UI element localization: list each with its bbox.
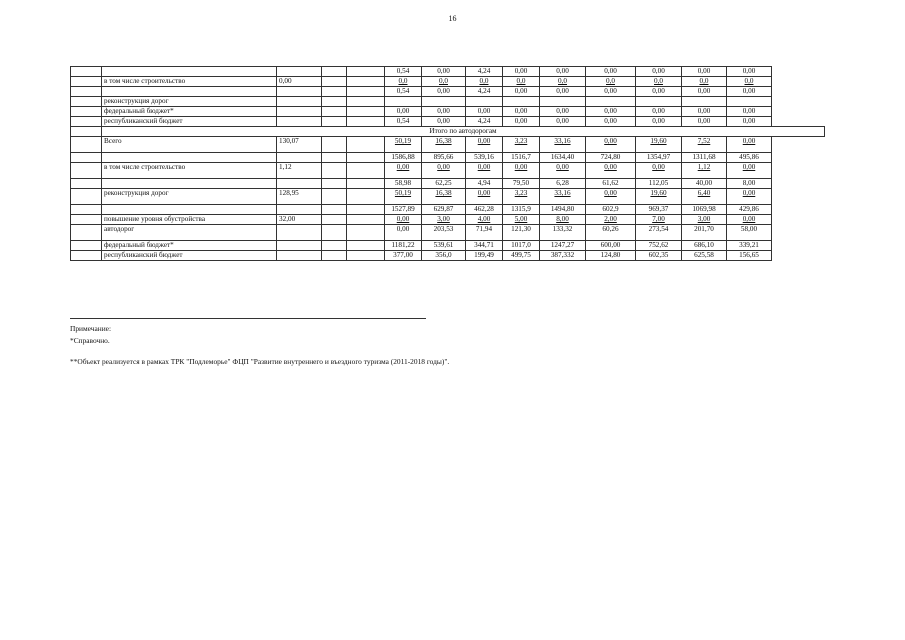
value-cell: 6,28 — [540, 179, 586, 189]
table-row-section — [71, 127, 825, 137]
value-cell: 462,28 — [466, 205, 503, 215]
row-label: реконструкция дорог — [102, 97, 277, 107]
notes-project: **Объект реализуется в рамках ТРК "Подлеморье" ФЦП "Развитие внутреннего и въездного туризма (2011-2018 годы)". — [70, 357, 450, 366]
value-cell: 6,40 — [682, 189, 727, 205]
value-cell: 0,00 — [636, 107, 682, 117]
value-cell: 0,00 — [466, 137, 503, 153]
value-cell — [422, 97, 466, 107]
value-cell: 0,00 — [727, 189, 772, 205]
cell-blank — [71, 215, 102, 225]
value-cell: 429,86 — [727, 205, 772, 215]
cell-blank — [71, 107, 102, 117]
value-cell: 156,65 — [727, 251, 772, 261]
value-cell: 1311,68 — [682, 153, 727, 163]
row-total — [277, 87, 322, 97]
value-cell: 7,52 — [682, 137, 727, 153]
value-cell: 1069,98 — [682, 205, 727, 215]
cell-blank — [71, 127, 102, 137]
value-cell: 0,00 — [586, 107, 636, 117]
cell-blank — [71, 153, 102, 163]
cell-blank — [322, 87, 347, 97]
table-row-republic-1 — [71, 117, 825, 127]
row-label: автодорог — [102, 225, 277, 241]
value-cell: 1,12 — [682, 163, 727, 179]
value-cell: 3,00 — [682, 215, 727, 225]
table-body — [71, 67, 825, 261]
value-cell: 0,00 — [682, 67, 727, 77]
cell-blank — [347, 205, 385, 215]
value-cell: 0,00 — [385, 215, 422, 225]
value-cell: 1494,80 — [540, 205, 586, 215]
value-cell: 0,00 — [586, 87, 636, 97]
value-cell: 33,16 — [540, 137, 586, 153]
table-row-reconstruction-1 — [71, 97, 825, 107]
value-cell: 0,0 — [727, 77, 772, 87]
row-total — [277, 205, 322, 215]
cell-blank — [71, 67, 102, 77]
cell-blank — [71, 241, 102, 251]
value-cell: 0,0 — [466, 77, 503, 87]
value-cell: 0,00 — [727, 215, 772, 225]
value-cell — [540, 97, 586, 107]
value-cell: 1315,9 — [503, 205, 540, 215]
cell-blank — [347, 97, 385, 107]
value-cell: 602,35 — [636, 251, 682, 261]
value-cell: 1017,0 — [503, 241, 540, 251]
value-cell: 121,30 — [503, 225, 540, 241]
value-cell: 0,00 — [422, 117, 466, 127]
cell-blank — [322, 77, 347, 87]
value-cell: 377,00 — [385, 251, 422, 261]
row-total: 1,12 — [277, 163, 322, 179]
cell-blank — [347, 179, 385, 189]
value-cell: 0,00 — [385, 225, 422, 241]
value-cell: 16,38 — [422, 189, 466, 205]
cell-blank — [322, 179, 347, 189]
value-cell: 0,0 — [422, 77, 466, 87]
cell-blank — [347, 77, 385, 87]
row-label: Всего — [102, 137, 277, 153]
row-label: в том числе строительство — [102, 77, 277, 87]
value-cell: 19,60 — [636, 189, 682, 205]
value-cell: 0,00 — [540, 87, 586, 97]
row-label — [102, 179, 277, 189]
table-row-republic-2 — [71, 251, 825, 261]
value-cell: 112,05 — [636, 179, 682, 189]
value-cell: 4,24 — [466, 67, 503, 77]
value-cell: 0,00 — [636, 117, 682, 127]
value-cell: 133,32 — [540, 225, 586, 241]
value-cell: 0,00 — [727, 117, 772, 127]
value-cell: 19,60 — [636, 137, 682, 153]
table-row-improve-b — [71, 225, 825, 241]
value-cell: 0,00 — [503, 117, 540, 127]
cell-blank — [71, 77, 102, 87]
cell-blank — [347, 215, 385, 225]
cell-blank — [322, 153, 347, 163]
value-cell: 71,94 — [466, 225, 503, 241]
cell-blank — [322, 205, 347, 215]
row-label: реконструкция дорог — [102, 189, 277, 205]
value-cell — [727, 97, 772, 107]
cell-blank — [347, 225, 385, 241]
value-cell: 1247,27 — [540, 241, 586, 251]
value-cell: 0,00 — [586, 117, 636, 127]
value-cell: 0,00 — [636, 87, 682, 97]
row-label — [102, 205, 277, 215]
row-label: республиканский бюджет — [102, 251, 277, 261]
value-cell: 203,53 — [422, 225, 466, 241]
cell-blank — [347, 87, 385, 97]
row-total — [277, 153, 322, 163]
value-cell: 0,00 — [682, 117, 727, 127]
cell-blank — [71, 189, 102, 205]
value-cell: 0,0 — [682, 77, 727, 87]
value-cell: 0,00 — [466, 163, 503, 179]
value-cell: 539,16 — [466, 153, 503, 163]
value-cell: 895,66 — [422, 153, 466, 163]
value-cell — [586, 97, 636, 107]
cell-blank — [347, 117, 385, 127]
notes — [70, 318, 449, 368]
cell-blank — [347, 67, 385, 77]
value-cell: 2,00 — [586, 215, 636, 225]
row-label: федеральный бюджет* — [102, 241, 277, 251]
cell-blank — [322, 251, 347, 261]
table-row-reconstruction-2b — [71, 205, 825, 215]
table-row-all-b — [71, 153, 825, 163]
value-cell: 0,0 — [385, 77, 422, 87]
value-cell: 0,54 — [385, 67, 422, 77]
value-cell: 58,98 — [385, 179, 422, 189]
value-cell: 4,24 — [466, 87, 503, 97]
cell-blank — [71, 117, 102, 127]
value-cell: 0,00 — [422, 67, 466, 77]
value-cell: 969,37 — [636, 205, 682, 215]
value-cell: 0,00 — [503, 67, 540, 77]
row-total: 130,07 — [277, 137, 322, 153]
notes-title: Примечание: — [70, 324, 112, 333]
value-cell: 1354,97 — [636, 153, 682, 163]
table-row-all — [71, 137, 825, 153]
value-cell: 50,19 — [385, 137, 422, 153]
row-total — [277, 251, 322, 261]
value-cell: 629,87 — [422, 205, 466, 215]
cell-blank — [322, 107, 347, 117]
value-cell: 0,00 — [586, 137, 636, 153]
value-cell: 50,19 — [385, 189, 422, 205]
row-label: повышение уровня обустройства — [102, 215, 277, 225]
value-cell: 1634,40 — [540, 153, 586, 163]
value-cell: 0,54 — [385, 117, 422, 127]
cell-blank — [347, 241, 385, 251]
cell-blank — [322, 97, 347, 107]
cell-blank — [322, 117, 347, 127]
table-row-construction-2b — [71, 179, 825, 189]
value-cell: 0,0 — [503, 77, 540, 87]
value-cell: 0,00 — [540, 117, 586, 127]
value-cell: 0,00 — [540, 163, 586, 179]
value-cell: 724,80 — [586, 153, 636, 163]
row-total — [277, 97, 322, 107]
value-cell: 199,49 — [466, 251, 503, 261]
value-cell: 0,00 — [503, 107, 540, 117]
value-cell: 58,00 — [727, 225, 772, 241]
value-cell: 344,71 — [466, 241, 503, 251]
notes-reference: *Справочно. — [70, 336, 110, 345]
cell-blank — [322, 215, 347, 225]
value-cell: 752,62 — [636, 241, 682, 251]
cell-blank — [322, 189, 347, 205]
cell-blank — [71, 163, 102, 179]
value-cell: 0,00 — [503, 87, 540, 97]
value-cell: 3,23 — [503, 137, 540, 153]
value-cell: 33,16 — [540, 189, 586, 205]
row-total: 32,00 — [277, 215, 322, 225]
value-cell: 0,54 — [385, 87, 422, 97]
cell-blank — [322, 241, 347, 251]
budget-table — [70, 66, 825, 261]
value-cell: 0,0 — [540, 77, 586, 87]
value-cell: 0,00 — [586, 67, 636, 77]
value-cell: 0,00 — [422, 107, 466, 117]
value-cell: 40,00 — [682, 179, 727, 189]
value-cell: 4,00 — [466, 215, 503, 225]
table-row-construction-2 — [71, 163, 825, 179]
value-cell: 0,00 — [422, 163, 466, 179]
section-title: Итого по автодорогам — [102, 127, 825, 137]
value-cell: 0,00 — [636, 67, 682, 77]
value-cell — [682, 97, 727, 107]
cell-blank — [347, 163, 385, 179]
cell-blank — [71, 251, 102, 261]
row-label: федеральный бюджет* — [102, 107, 277, 117]
value-cell: 539,61 — [422, 241, 466, 251]
row-total — [277, 67, 322, 77]
value-cell: 60,26 — [586, 225, 636, 241]
value-cell: 79,50 — [503, 179, 540, 189]
value-cell: 0,00 — [727, 87, 772, 97]
value-cell: 1586,88 — [385, 153, 422, 163]
value-cell — [636, 97, 682, 107]
value-cell: 495,86 — [727, 153, 772, 163]
value-cell: 3,23 — [503, 189, 540, 205]
row-total — [277, 117, 322, 127]
value-cell: 273,54 — [636, 225, 682, 241]
value-cell: 4,24 — [466, 117, 503, 127]
value-cell: 1181,22 — [385, 241, 422, 251]
value-cell: 625,58 — [682, 251, 727, 261]
value-cell: 0,00 — [586, 163, 636, 179]
row-total: 0,00 — [277, 77, 322, 87]
row-label: в том числе строительство — [102, 163, 277, 179]
value-cell: 0,00 — [422, 87, 466, 97]
value-cell: 0,00 — [636, 163, 682, 179]
value-cell: 0,00 — [682, 87, 727, 97]
value-cell: 0,0 — [636, 77, 682, 87]
cell-blank — [71, 87, 102, 97]
value-cell: 0,00 — [385, 107, 422, 117]
value-cell: 499,75 — [503, 251, 540, 261]
value-cell: 602,9 — [586, 205, 636, 215]
row-label — [102, 67, 277, 77]
value-cell: 0,0 — [586, 77, 636, 87]
value-cell: 3,00 — [422, 215, 466, 225]
value-cell: 4,94 — [466, 179, 503, 189]
row-total: 128,95 — [277, 189, 322, 205]
value-cell: 0,00 — [727, 163, 772, 179]
cell-blank — [71, 137, 102, 153]
table-row-federal-2 — [71, 241, 825, 251]
table-row-top-a — [71, 67, 825, 77]
cell-blank — [71, 225, 102, 241]
value-cell — [385, 97, 422, 107]
cell-blank — [347, 137, 385, 153]
cell-blank — [322, 137, 347, 153]
cell-blank — [71, 97, 102, 107]
row-label — [102, 153, 277, 163]
value-cell — [466, 97, 503, 107]
value-cell: 5,00 — [503, 215, 540, 225]
value-cell: 0,00 — [503, 163, 540, 179]
value-cell: 0,00 — [727, 67, 772, 77]
notes-separator — [70, 318, 426, 319]
cell-blank — [347, 251, 385, 261]
value-cell: 201,70 — [682, 225, 727, 241]
row-total — [277, 225, 322, 241]
value-cell: 600,00 — [586, 241, 636, 251]
cell-blank — [347, 189, 385, 205]
cell-blank — [71, 179, 102, 189]
row-total — [277, 241, 322, 251]
value-cell: 0,00 — [586, 189, 636, 205]
cell-blank — [322, 67, 347, 77]
value-cell: 339,21 — [727, 241, 772, 251]
value-cell: 387,332 — [540, 251, 586, 261]
value-cell: 61,62 — [586, 179, 636, 189]
table-row-construction-1 — [71, 77, 825, 87]
value-cell: 0,00 — [466, 107, 503, 117]
value-cell: 8,00 — [727, 179, 772, 189]
table-row-reconstruction-2 — [71, 189, 825, 205]
value-cell: 356,0 — [422, 251, 466, 261]
value-cell: 16,38 — [422, 137, 466, 153]
value-cell: 0,00 — [727, 107, 772, 117]
value-cell: 0,00 — [466, 189, 503, 205]
cell-blank — [71, 205, 102, 215]
table-row-federal-1 — [71, 107, 825, 117]
value-cell: 0,00 — [385, 163, 422, 179]
cell-blank — [347, 153, 385, 163]
value-cell: 7,00 — [636, 215, 682, 225]
cell-blank — [347, 107, 385, 117]
value-cell: 686,10 — [682, 241, 727, 251]
value-cell: 0,00 — [682, 107, 727, 117]
cell-blank — [322, 225, 347, 241]
table-row-improve — [71, 215, 825, 225]
row-total — [277, 107, 322, 117]
value-cell: 8,00 — [540, 215, 586, 225]
value-cell: 0,00 — [540, 107, 586, 117]
value-cell: 62,25 — [422, 179, 466, 189]
value-cell: 0,00 — [727, 137, 772, 153]
row-label — [102, 87, 277, 97]
row-total — [277, 179, 322, 189]
page-number: 16 — [448, 14, 457, 23]
value-cell: 0,00 — [540, 67, 586, 77]
value-cell: 1516,7 — [503, 153, 540, 163]
cell-blank — [322, 163, 347, 179]
value-cell — [503, 97, 540, 107]
value-cell: 124,80 — [586, 251, 636, 261]
table-row-construction-1b — [71, 87, 825, 97]
value-cell: 1527,89 — [385, 205, 422, 215]
row-label: республиканский бюджет — [102, 117, 277, 127]
